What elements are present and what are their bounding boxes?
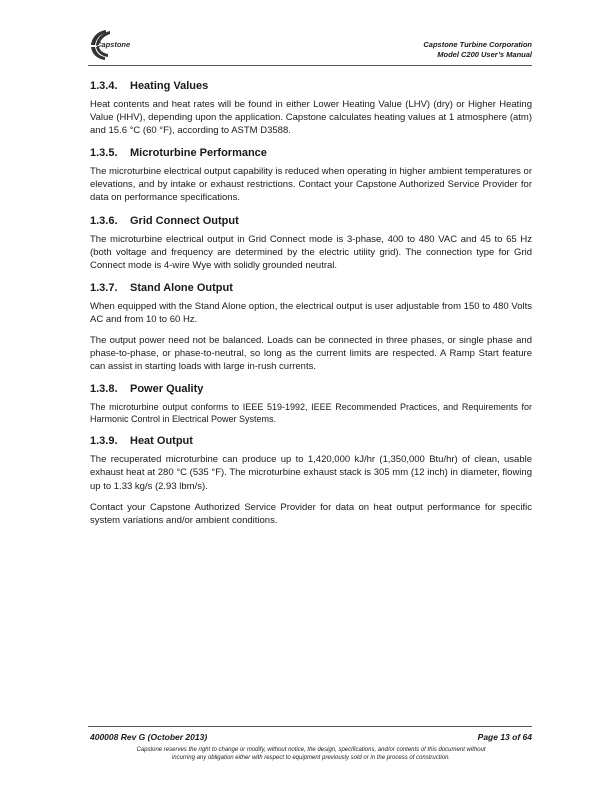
section-heading [90,80,532,92]
disclaimer-line: Capstone reserves the right to change or modify, without notice, the design, specifications, and/or contents of this document without [136,747,486,753]
section-heating-values [90,80,532,137]
section-title: Heat Output [130,435,193,448]
section-grid-connect-output [90,215,532,272]
section-number: 1.3.4. [90,80,118,92]
section-title: Microturbine Performance [130,147,267,160]
disclaimer-line: incurring any obligation either with respect to equipment previously sold or in the process of construction. [171,755,451,761]
section-title: Heating Values [130,80,209,92]
document-id: 400008 Rev G (October 2013) [90,732,208,742]
paragraph: Contact your Capstone Authorized Service Provider for data on heat output performance for specific system variations and/or ambient conditions. [90,501,532,526]
section-number: 1.3.9. [90,435,118,448]
paragraph: Heat contents and heat rates will be found in either Lower Heating Value (LHV) (dry) or Higher Heating Value (HHV), depending upon the application. Capstone calculates heating values at 1 atmosphere (atm) and 15.6 °C (60 °F), according to ASTM D3588. [90,99,532,137]
section-power-quality [90,383,532,425]
section-number: 1.3.6. [90,214,118,227]
paragraph: When equipped with the Stand Alone option, the electrical output is user adjustable from 150 to 480 Volts AC and from 10 to 60 Hz. [90,300,532,325]
section-heat-output [90,435,532,526]
section-heading [90,282,532,294]
paragraph: The microturbine electrical output in Grid Connect mode is 3-phase, 400 to 480 VAC and 45 to 65 Hz (both voltage and frequency are determined by the electric utility grid). The connection type for Grid Connect mode is 4-wire Wye with solidly grounded neutral. [90,233,532,271]
section-stand-alone-output [90,282,532,373]
section-heading [90,383,532,395]
paragraph: The output power need not be balanced. Loads can be connected in three phases, or single phase and phase-to-phase, or phase-to-neutral, so long as the current limits are respected. A Ramp Start feature can assist in starting loads with large in-rush currents. [90,335,532,373]
section-heading [90,215,532,227]
section-title: Stand Alone Output [130,281,233,294]
section-microturbine-performance [90,147,532,204]
manual-title: Model C200 User’s Manual [437,50,532,59]
section-title: Power Quality [130,383,204,396]
section-title: Grid Connect Output [130,214,239,227]
disclaimer [90,746,532,762]
header-title-block [423,40,532,60]
paragraph: The microturbine output conforms to IEEE 519-1992, IEEE Recommended Practices, and Requirements for Harmonic Control in Electrical Power Systems. [90,402,532,425]
section-heading [90,147,532,159]
capstone-logo [88,28,148,62]
page-content [90,80,532,537]
paragraph: The microturbine electrical output capability is reduced when operating in higher ambient temperatures or elevations, and by intake or exhaust restrictions. Contact your Capstone Authorized Service Provider for data on performance specifications. [90,166,532,204]
company-name: Capstone Turbine Corporation [423,40,532,49]
section-number: 1.3.5. [90,147,118,160]
footer-divider [88,726,532,727]
logo-text: Capstone [96,40,131,49]
page-header [88,28,532,68]
section-number: 1.3.7. [90,281,118,294]
paragraph: The recuperated microturbine can produce up to 1,420,000 kJ/hr (1,350,000 Btu/hr) of clean, usable exhaust heat at 280 °C (535 °F). The microturbine exhaust stack is 305 mm (12 inch) in diameter, flowing up to 1.33 kg/s (2.93 lbm/s). [90,454,532,492]
section-number: 1.3.8. [90,383,118,396]
page-number: Page 13 of 64 [477,732,532,742]
header-divider [88,65,532,66]
section-heading [90,435,532,447]
